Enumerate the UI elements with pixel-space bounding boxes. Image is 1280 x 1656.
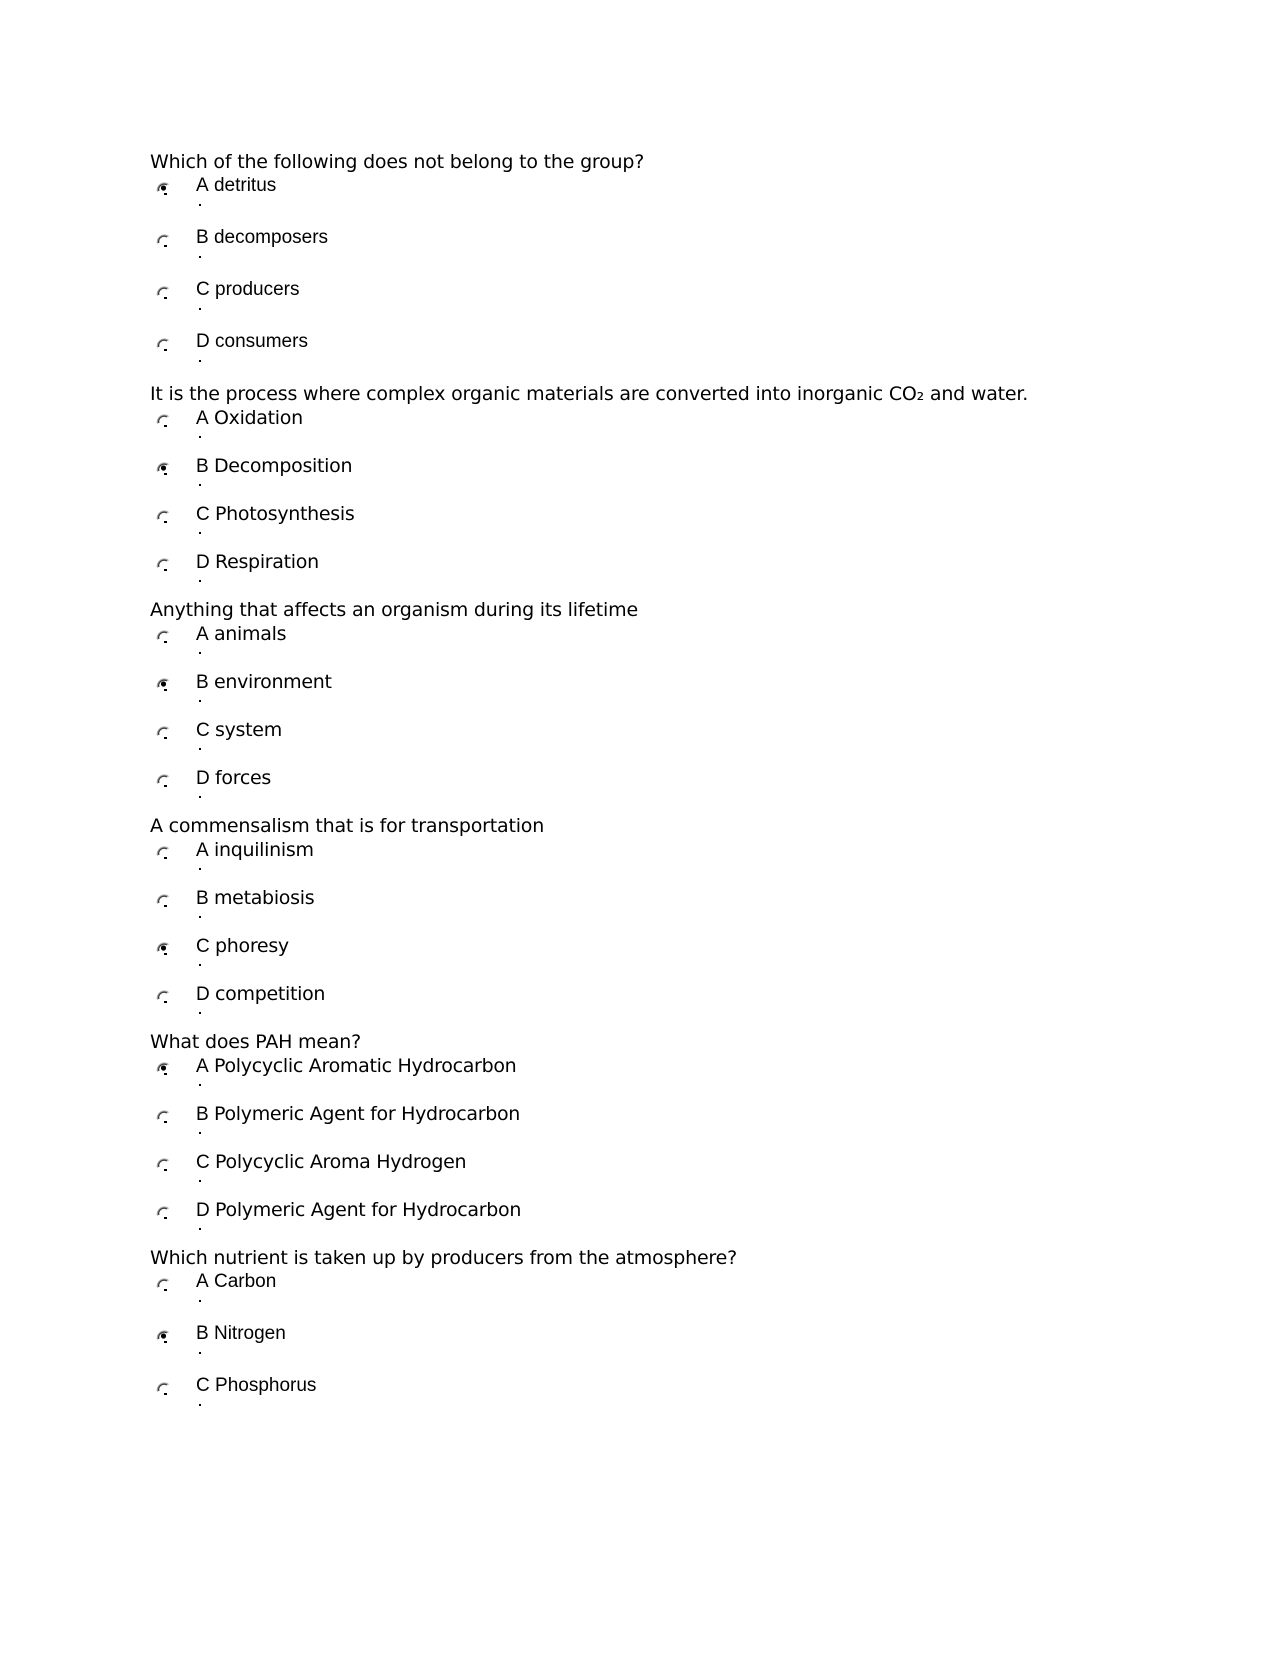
answer-option bbox=[150, 934, 1150, 982]
answer-option bbox=[150, 886, 1150, 934]
answer-option bbox=[150, 226, 1150, 278]
option-label[interactable] bbox=[196, 886, 314, 911]
option-letter: C bbox=[196, 1375, 210, 1396]
option-dot-marker bbox=[199, 796, 201, 798]
radio-selected-dot bbox=[161, 681, 166, 686]
answer-option bbox=[150, 982, 1150, 1030]
option-letter: A bbox=[196, 1271, 209, 1292]
option-dot-marker bbox=[199, 1228, 201, 1230]
option-text: consumers bbox=[215, 331, 308, 352]
option-label[interactable] bbox=[196, 550, 319, 575]
radio-selected-dot bbox=[161, 1065, 166, 1070]
option-letter: A bbox=[196, 624, 209, 645]
option-text: decomposers bbox=[213, 227, 329, 248]
option-dot-marker bbox=[199, 360, 201, 362]
question-text: A commensalism that is for transportation bbox=[150, 815, 545, 837]
radio-selected-dot bbox=[161, 945, 166, 950]
option-letter: C bbox=[196, 279, 210, 300]
answer-option bbox=[150, 330, 1150, 382]
option-text: Polymeric Agent for Hydrocarbon bbox=[213, 1103, 521, 1125]
option-dot-marker bbox=[199, 1300, 201, 1302]
option-dot-marker bbox=[199, 256, 201, 258]
option-text: inquilinism bbox=[213, 839, 314, 861]
answer-option bbox=[150, 174, 1150, 226]
question-block bbox=[150, 1030, 1150, 1246]
answer-option bbox=[150, 1270, 1150, 1322]
option-text: Oxidation bbox=[213, 407, 303, 429]
answer-option bbox=[150, 1322, 1150, 1374]
option-text: detritus bbox=[213, 175, 277, 196]
radio-button-selected[interactable] bbox=[155, 676, 171, 692]
option-label[interactable] bbox=[196, 1150, 466, 1175]
option-letter: C bbox=[196, 720, 210, 741]
option-dot-marker bbox=[199, 916, 201, 918]
option-text: Polycyclic Aroma Hydrogen bbox=[215, 1151, 467, 1173]
option-letter: B bbox=[196, 227, 209, 248]
radio-button[interactable] bbox=[155, 628, 171, 644]
answer-option bbox=[150, 1054, 1150, 1102]
answer-option bbox=[150, 278, 1150, 330]
option-label[interactable] bbox=[196, 934, 289, 959]
option-label[interactable] bbox=[196, 226, 328, 250]
option-letter: A bbox=[196, 175, 209, 196]
option-letter: C bbox=[196, 504, 210, 525]
radio-button[interactable] bbox=[155, 892, 171, 908]
option-dot-marker bbox=[199, 1404, 201, 1406]
option-letter: D bbox=[196, 984, 210, 1005]
question-text: Which of the following does not belong to the group? bbox=[150, 151, 645, 173]
option-label[interactable] bbox=[196, 718, 282, 743]
radio-button[interactable] bbox=[155, 772, 171, 788]
option-text: animals bbox=[213, 623, 287, 645]
radio-button-selected[interactable] bbox=[155, 940, 171, 956]
radio-button[interactable] bbox=[155, 988, 171, 1004]
option-dot-marker bbox=[199, 700, 201, 702]
option-dot-marker bbox=[199, 1180, 201, 1182]
option-letter: D bbox=[196, 552, 210, 573]
radio-button[interactable] bbox=[155, 1380, 171, 1396]
option-label[interactable] bbox=[196, 1054, 516, 1079]
radio-button[interactable] bbox=[155, 284, 171, 300]
option-text: forces bbox=[215, 767, 271, 789]
option-label[interactable] bbox=[196, 1198, 521, 1223]
radio-button[interactable] bbox=[155, 724, 171, 740]
option-dot-marker bbox=[199, 532, 201, 534]
option-text: Carbon bbox=[213, 1271, 277, 1292]
option-letter: A bbox=[196, 408, 209, 429]
option-letter: B bbox=[196, 888, 209, 909]
answer-option bbox=[150, 718, 1150, 766]
option-dot-marker bbox=[199, 484, 201, 486]
option-letter: B bbox=[196, 1104, 209, 1125]
question-block bbox=[150, 598, 1150, 814]
answer-option bbox=[150, 670, 1150, 718]
option-text: competition bbox=[215, 983, 326, 1005]
option-label[interactable] bbox=[196, 1102, 520, 1127]
answer-option bbox=[150, 622, 1150, 670]
question-text: Anything that affects an organism during its lifetime bbox=[150, 599, 638, 621]
option-label[interactable] bbox=[196, 838, 314, 863]
option-dot-marker bbox=[199, 1352, 201, 1354]
option-letter: D bbox=[196, 1200, 210, 1221]
radio-button[interactable] bbox=[155, 1156, 171, 1172]
option-label[interactable] bbox=[196, 766, 271, 791]
answer-option bbox=[150, 502, 1150, 550]
option-dot-marker bbox=[199, 204, 201, 206]
option-text: Decomposition bbox=[213, 455, 353, 477]
radio-button[interactable] bbox=[155, 412, 171, 428]
option-letter: D bbox=[196, 331, 210, 352]
question-block bbox=[150, 150, 1150, 382]
option-letter: C bbox=[196, 1152, 210, 1173]
question-block bbox=[150, 814, 1150, 1030]
option-dot-marker bbox=[199, 652, 201, 654]
option-dot-marker bbox=[199, 436, 201, 438]
radio-button[interactable] bbox=[155, 232, 171, 248]
option-text: phoresy bbox=[215, 935, 289, 957]
option-label[interactable] bbox=[196, 278, 300, 302]
option-dot-marker bbox=[199, 1132, 201, 1134]
option-dot-marker bbox=[199, 964, 201, 966]
option-letter: B bbox=[196, 672, 209, 693]
option-text: Photosynthesis bbox=[215, 503, 355, 525]
option-text: producers bbox=[215, 279, 300, 300]
question-text: It is the process where complex organic materials are converted into inorganic CO₂ and water. bbox=[150, 383, 1029, 405]
radio-button[interactable] bbox=[155, 508, 171, 524]
answer-option bbox=[150, 1102, 1150, 1150]
question-text: Which nutrient is taken up by producers from the atmosphere? bbox=[150, 1247, 738, 1269]
radio-button[interactable] bbox=[155, 1204, 171, 1220]
answer-option bbox=[150, 454, 1150, 502]
answer-option bbox=[150, 838, 1150, 886]
radio-button-selected[interactable] bbox=[155, 180, 171, 196]
option-label[interactable] bbox=[196, 330, 308, 354]
option-dot-marker bbox=[199, 868, 201, 870]
answer-option bbox=[150, 1374, 1150, 1426]
option-letter: A bbox=[196, 1056, 209, 1077]
option-text: environment bbox=[213, 671, 332, 693]
option-text: system bbox=[215, 719, 282, 741]
option-label[interactable] bbox=[196, 1322, 286, 1346]
radio-selected-dot bbox=[161, 1333, 166, 1338]
question-block bbox=[150, 1246, 1150, 1426]
option-text: Nitrogen bbox=[213, 1323, 286, 1344]
option-dot-marker bbox=[199, 1012, 201, 1014]
answer-option bbox=[150, 550, 1150, 598]
option-dot-marker bbox=[199, 1084, 201, 1086]
answer-option bbox=[150, 1198, 1150, 1246]
answer-option bbox=[150, 1150, 1150, 1198]
radio-button-selected[interactable] bbox=[155, 460, 171, 476]
option-label[interactable] bbox=[196, 406, 303, 431]
answer-option bbox=[150, 406, 1150, 454]
option-label[interactable] bbox=[196, 982, 325, 1007]
radio-button[interactable] bbox=[155, 336, 171, 352]
radio-button[interactable] bbox=[155, 1108, 171, 1124]
question-block bbox=[150, 382, 1150, 598]
quiz bbox=[150, 150, 1150, 1426]
option-text: metabiosis bbox=[213, 887, 315, 909]
radio-selected-dot bbox=[161, 465, 166, 470]
option-label[interactable] bbox=[196, 454, 352, 479]
radio-button[interactable] bbox=[155, 556, 171, 572]
radio-selected-dot bbox=[161, 185, 166, 190]
option-letter: A bbox=[196, 840, 209, 861]
option-dot-marker bbox=[199, 308, 201, 310]
option-dot-marker bbox=[199, 748, 201, 750]
radio-button-selected[interactable] bbox=[155, 1328, 171, 1344]
option-letter: B bbox=[196, 456, 209, 477]
radio-button[interactable] bbox=[155, 1276, 171, 1292]
radio-button[interactable] bbox=[155, 844, 171, 860]
option-label[interactable] bbox=[196, 502, 354, 527]
option-label[interactable] bbox=[196, 1270, 276, 1294]
option-letter: B bbox=[196, 1323, 209, 1344]
option-label[interactable] bbox=[196, 670, 332, 695]
answer-option bbox=[150, 766, 1150, 814]
option-label[interactable] bbox=[196, 174, 276, 198]
option-text: Polycyclic Aromatic Hydrocarbon bbox=[213, 1055, 517, 1077]
option-text: Phosphorus bbox=[215, 1375, 317, 1396]
option-label[interactable] bbox=[196, 1374, 316, 1398]
option-letter: D bbox=[196, 768, 210, 789]
option-dot-marker bbox=[199, 580, 201, 582]
option-text: Respiration bbox=[215, 551, 319, 573]
option-text: Polymeric Agent for Hydrocarbon bbox=[215, 1199, 522, 1221]
radio-button-selected[interactable] bbox=[155, 1060, 171, 1076]
option-letter: C bbox=[196, 936, 210, 957]
option-label[interactable] bbox=[196, 622, 286, 647]
question-text: What does PAH mean? bbox=[150, 1031, 362, 1053]
